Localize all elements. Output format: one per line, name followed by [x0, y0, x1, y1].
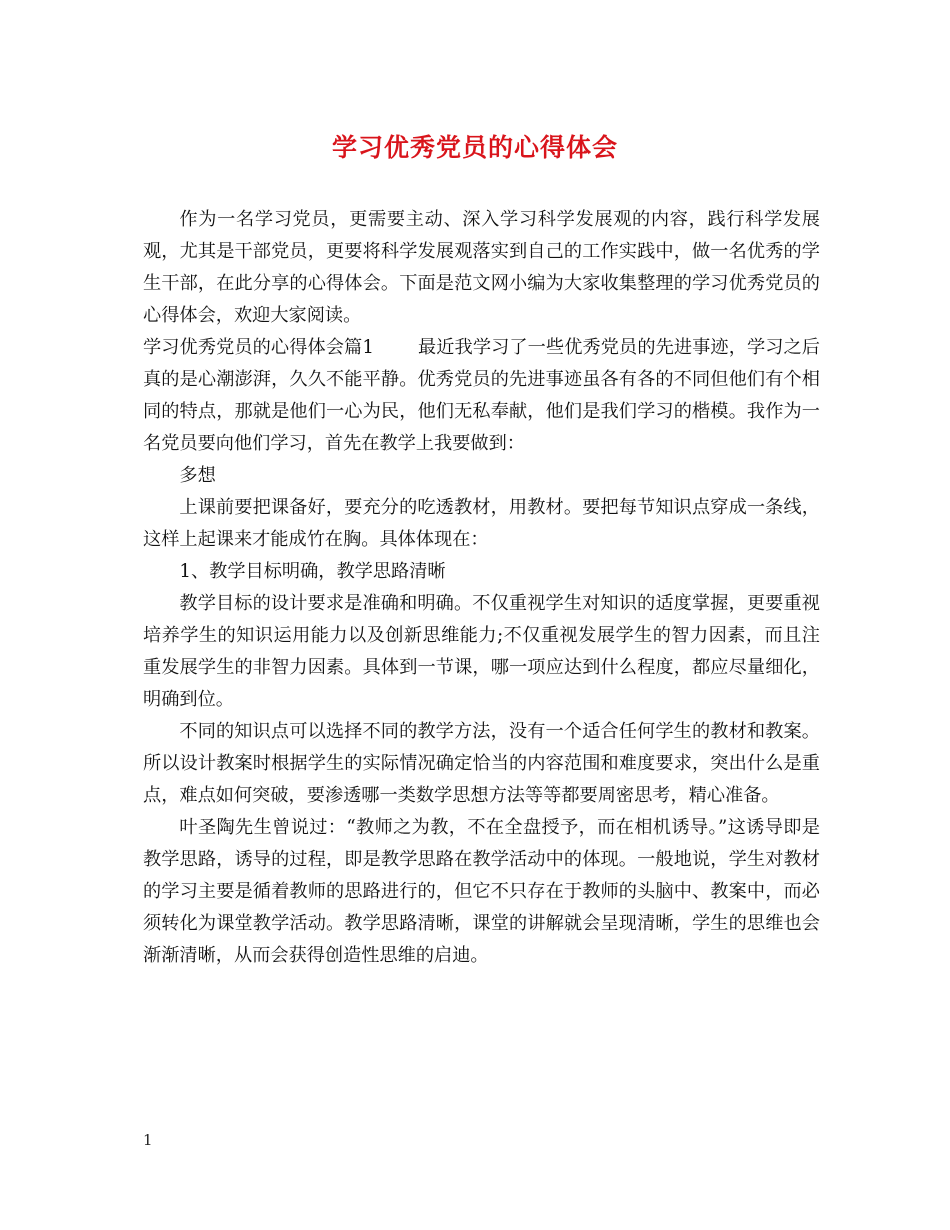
document-body: [143, 204, 820, 972]
document-title: 学习优秀党员的心得体会: [331, 133, 618, 162]
subheading-think-more: 多想: [179, 465, 216, 486]
article-heading: 学习优秀党员的心得体会篇1: [143, 337, 374, 358]
body-paragraph: 上课前要把课备好，要充分的吃透教材，用教材。要把每节知识点穿成一条线，这样上起课来才能成竹在胸。具体体现在：: [143, 497, 820, 550]
article-heading-paragraph: [143, 332, 820, 460]
article-opening: 最近我学习了一些优秀党员的先进事迹，学习之后真的是心潮澎湃，久久不能平静。优秀党员的先进事迹虽各有各的不同但他们有个相同的特点，那就是他们一心为民，他们无私奉献，他们是我们学习的楷模。我作为一名党员要向他们学习，首先在教学上我要做到：: [143, 337, 820, 454]
body-paragraph: 教学目标的设计要求是准确和明确。不仅重视学生对知识的适度掌握，更要重视培养学生的知识运用能力以及创新思维能力;不仅重视发展学生的智力因素，而且注重发展学生的非智力因素。具体到一节课，哪一项应达到什么程度，都应尽量细化，明确到位。: [143, 593, 820, 710]
body-paragraph: 不同的知识点可以选择不同的教学方法，没有一个适合任何学生的教材和教案。所以设计教案时根据学生的实际情况确定恰当的内容范围和难度要求，突出什么是重点，难点如何突破，要渗透哪一类数学思想方法等等都要周密思考，精心准备。: [143, 721, 820, 806]
numbered-subheading: 1、教学目标明确，教学思路清晰: [179, 561, 446, 582]
intro-paragraph: 作为一名学习党员，更需要主动、深入学习科学发展观的内容，践行科学发展观，尤其是干部党员，更要将科学发展观落实到自己的工作实践中，做一名优秀的学生干部，在此分享的心得体会。下面是范文网小编为大家收集整理的学习优秀党员的心得体会，欢迎大家阅读。: [143, 209, 820, 326]
body-paragraph: 叶圣陶先生曾说过：“教师之为教，不在全盘授予，而在相机诱导。”这诱导即是教学思路，诱导的过程，即是教学思路在教学活动中的体现。一般地说，学生对教材的学习主要是循着教师的思路进行的，但它不只存在于教师的头脑中、教案中，而必须转化为课堂教学活动。教学思路清晰，课堂的讲解就会呈现清晰，学生的思维也会渐渐清晰，从而会获得创造性思维的启迪。: [143, 817, 820, 966]
page-number: 1: [143, 1131, 153, 1149]
